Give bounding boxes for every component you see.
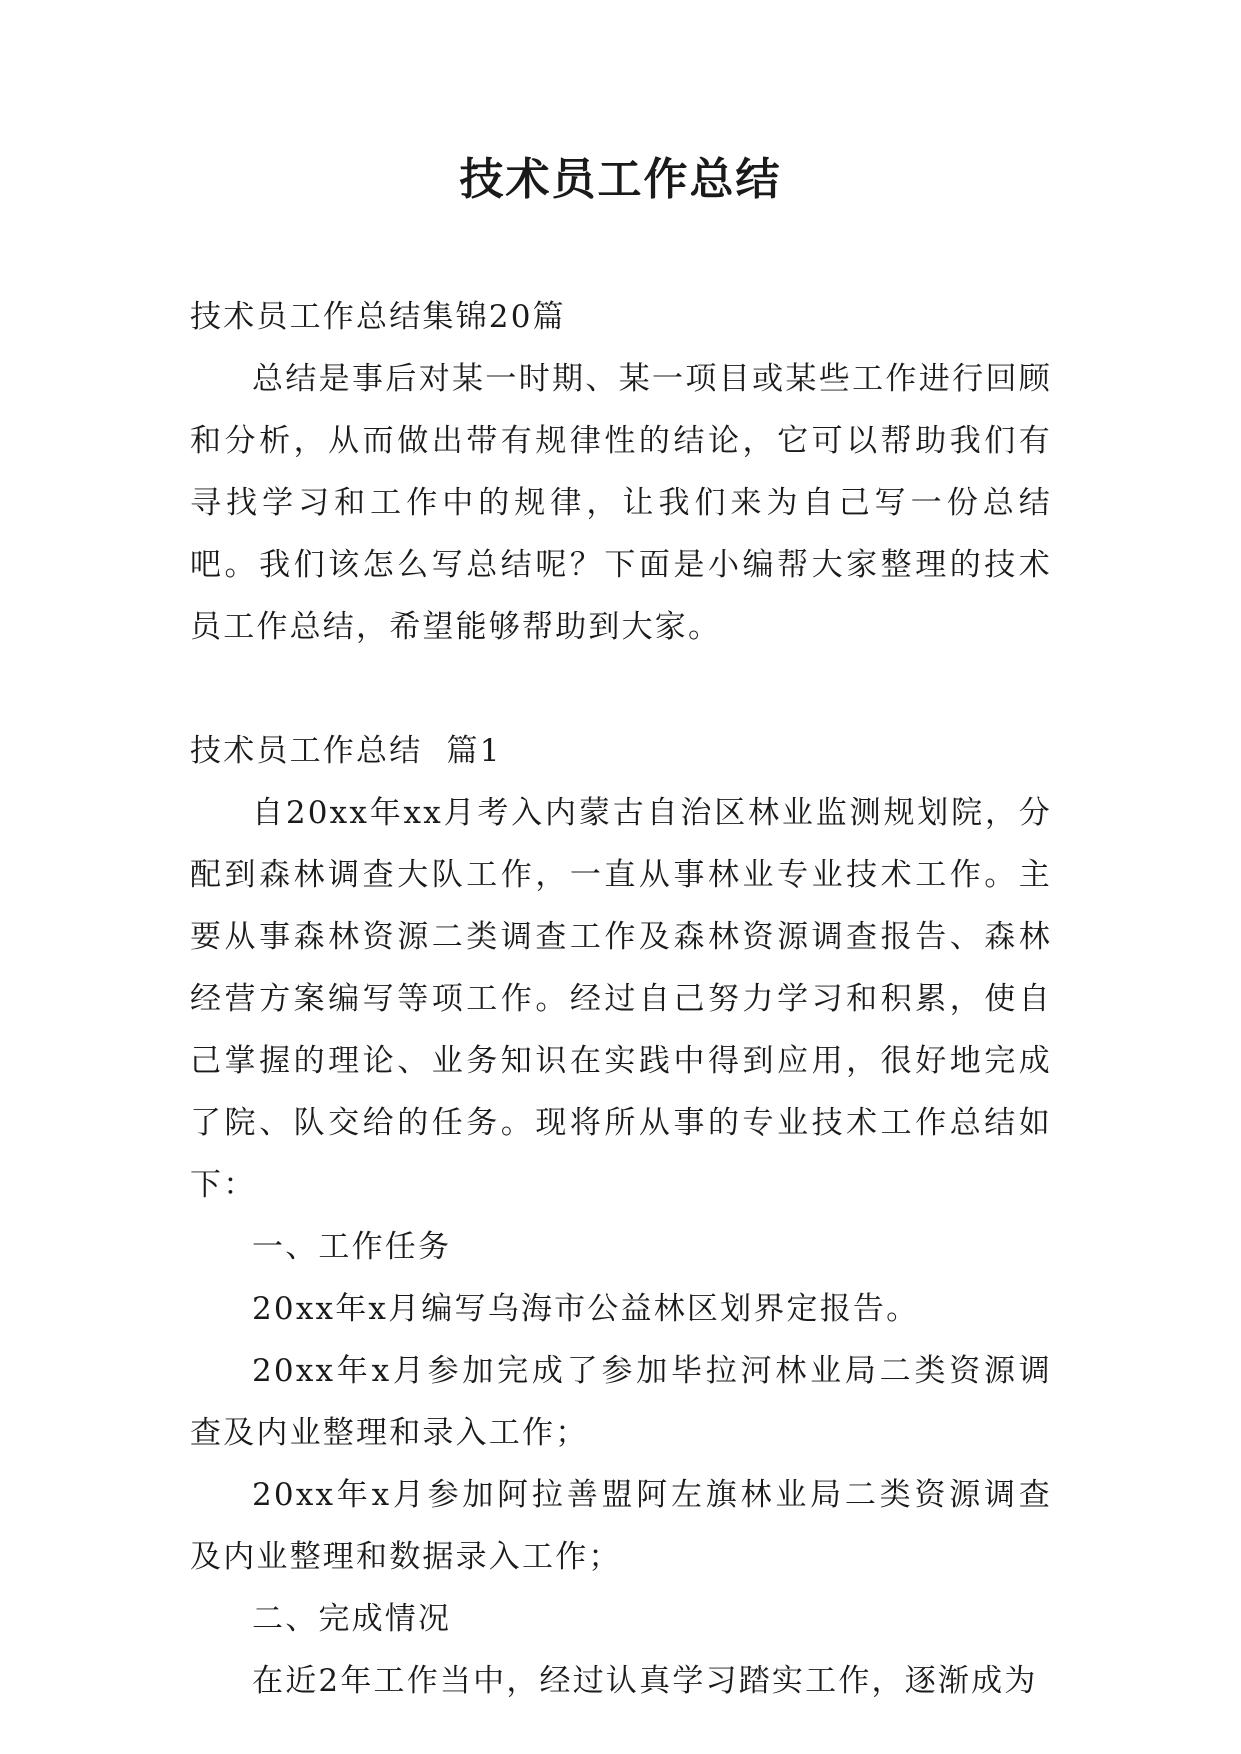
document-body: [190, 286, 1052, 1712]
document-title: 技术员工作总结: [459, 154, 782, 205]
subsection-heading-tasks: 一、工作任务: [252, 1229, 452, 1265]
intro-paragraph: 总结是事后对某一时期、某一项目或某些工作进行回顾和分析，从而做出带有规律性的结论，它可以帮助我们有寻找学习和工作中的规律，让我们来为自己写一份总结吧。我们该怎么写总结呢？下面是小编帮大家整理的技术员工作总结，希望能够帮助到大家。: [190, 361, 1052, 645]
section-paragraph: 在近2年工作当中，经过认真学习踏实工作，逐渐成为: [252, 1663, 1038, 1699]
task-item: 20xx年x月参加完成了参加毕拉河林业局二类资源调查及内业整理和录入工作；: [190, 1353, 1052, 1451]
task-item: 20xx年x月参加阿拉善盟阿左旗林业局二类资源调查及内业整理和数据录入工作；: [190, 1477, 1052, 1575]
subsection-heading-completion: 二、完成情况: [252, 1601, 452, 1637]
section-heading: 技术员工作总结 篇1: [190, 733, 502, 769]
section-paragraph: 自20xx年xx月考入内蒙古自治区林业监测规划院，分配到森林调查大队工作，一直从事林业专业技术工作。主要从事森林资源二类调查工作及森林资源调查报告、森林经营方案编写等项工作。经过自己努力学习和积累，使自己掌握的理论、业务知识在实践中得到应用，很好地完成了院、队交给的任务。现将所从事的专业技术工作总结如下：: [190, 795, 1052, 1203]
section-spacer: [190, 658, 1052, 720]
task-item: 20xx年x月编写乌海市公益林区划界定报告。: [252, 1291, 920, 1327]
document-subtitle: 技术员工作总结集锦20篇: [190, 299, 566, 335]
